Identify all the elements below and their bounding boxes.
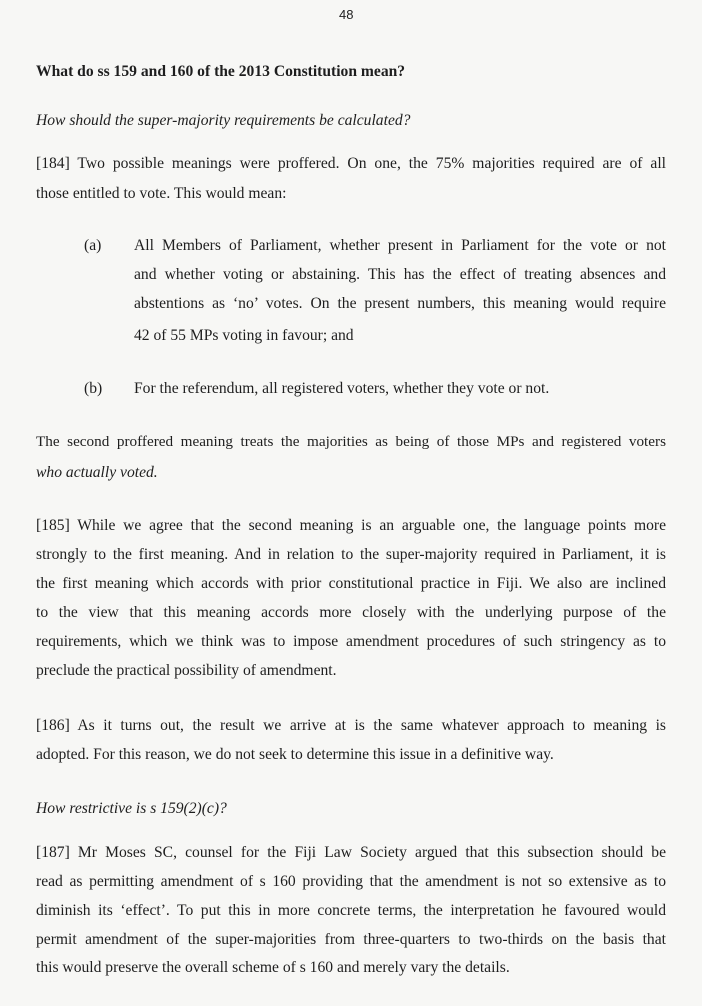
para-185-line: strongly to the first meaning. And in relation to the super-majority required in Parliament, it is xyxy=(36,546,666,563)
para-187-line: this would preserve the overall scheme of s 160 and merely vary the details. xyxy=(36,959,510,976)
subheading-calculation: How should the super-majority requirements be calculated? xyxy=(36,112,411,129)
para-184-line: those entitled to vote. This would mean: xyxy=(36,185,287,202)
para-185-line: the first meaning which accords with prior constitutional practice in Fiji. We also are inclined xyxy=(36,575,666,592)
para-186-line: adopted. For this reason, we do not seek to determine this issue in a definitive way. xyxy=(36,746,554,763)
item-a-line: All Members of Parliament, whether present in Parliament for the vote or not xyxy=(134,237,666,254)
second-meaning-italic: who actually voted. xyxy=(36,464,158,481)
para-187-line: read as permitting amendment of s 160 providing that the amendment is not so extensive as to xyxy=(36,873,666,890)
para-184-line: [184] Two possible meanings were proffered. On one, the 75% majorities required are of all xyxy=(36,155,666,172)
para-185-line: [185] While we agree that the second meaning is an arguable one, the language points more xyxy=(36,517,666,534)
para-185-line: preclude the practical possibility of amendment. xyxy=(36,662,337,679)
second-meaning-line: The second proffered meaning treats the majorities as being of those MPs and registered voters xyxy=(36,433,666,450)
para-187-line: diminish its ‘effect’. To put this in more concrete terms, the interpretation he favoured would xyxy=(36,902,666,919)
page-number: 48 xyxy=(339,7,354,22)
item-a-line: and whether voting or abstaining. This has the effect of treating absences and xyxy=(134,266,666,283)
item-b-label: (b) xyxy=(84,380,103,397)
item-a-label: (a) xyxy=(84,237,102,254)
para-187-line: [187] Mr Moses SC, counsel for the Fiji Law Society argued that this subsection should be xyxy=(36,844,666,861)
item-a-line: abstentions as ‘no’ votes. On the present numbers, this meaning would require xyxy=(134,295,666,312)
section-heading: What do ss 159 and 160 of the 2013 Constitution mean? xyxy=(36,63,406,80)
para-185-line: to the view that this meaning accords more closely with the underlying purpose of the xyxy=(36,604,666,621)
para-187-line: permit amendment of the super-majorities from three-quarters to two-thirds on the basis that xyxy=(36,931,666,948)
para-186-line: [186] As it turns out, the result we arrive at is the same whatever approach to meaning is xyxy=(36,717,666,734)
subheading-restrictive: How restrictive is s 159(2)(c)? xyxy=(36,800,227,817)
item-b-text: For the referendum, all registered voters, whether they vote or not. xyxy=(134,380,550,397)
para-185-line: requirements, which we think was to impose amendment procedures of such stringency as to xyxy=(36,633,666,650)
item-a-line: 42 of 55 MPs voting in favour; and xyxy=(134,327,354,344)
